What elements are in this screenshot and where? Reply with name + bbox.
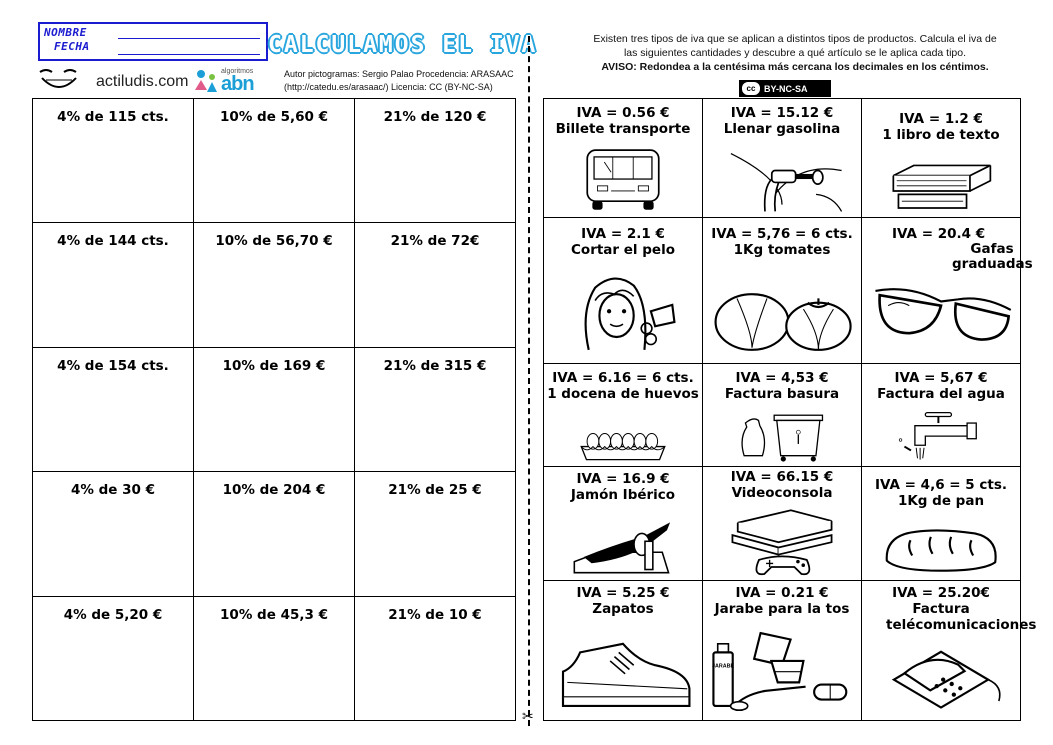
product-card[interactable] [544, 363, 703, 466]
iva-value: IVA = 5.25 € [576, 584, 670, 601]
iva-value: IVA = 4,53 € [735, 369, 829, 386]
exercise-cell[interactable]: 10% de 169 € [194, 347, 355, 471]
product-card[interactable] [544, 466, 703, 580]
instructions-line-2: las siguientes cantidades y descubre a qué artículo se le aplica cada tipo. [623, 47, 967, 59]
iva-value: IVA = 6.16 = 6 cts. [552, 369, 694, 386]
product-name: Gafas graduadas [952, 241, 1033, 273]
product-card[interactable] [703, 363, 862, 466]
fuel-nozzle-icon [707, 145, 857, 213]
product-card[interactable] [862, 363, 1021, 466]
iva-value: IVA = 0.21 € [735, 584, 829, 601]
nombre-label: NOMBRE [44, 26, 87, 39]
exercise-cell[interactable]: 4% de 5,20 € [33, 596, 194, 720]
syrup-icon [707, 627, 857, 716]
bus-icon [548, 145, 698, 213]
iva-value: IVA = 16.9 € [576, 470, 670, 487]
fecha-label: FECHA [54, 40, 90, 53]
product-card[interactable] [862, 580, 1037, 720]
aviso-text: AVISO: Redondea a la centésima más cercana los decimales en los céntimos. [601, 61, 989, 73]
product-card[interactable] [862, 218, 1033, 364]
game-console-icon [707, 505, 857, 576]
exercise-row [33, 596, 516, 720]
instructions-line-1: Existen tres tipos de iva que se aplican a distintos tipos de productos. Calcula el iva de [593, 33, 997, 45]
exercise-cell[interactable]: 10% de 56,70 € [194, 223, 355, 347]
product-row [544, 363, 1021, 466]
product-card[interactable] [703, 580, 862, 720]
arasaac-logo [193, 68, 273, 94]
iva-value: IVA = 15.12 € [730, 105, 834, 121]
product-row [544, 466, 1021, 580]
cut-line [528, 36, 530, 726]
exercise-cell[interactable]: 21% de 120 € [355, 99, 516, 223]
product-card[interactable] [862, 466, 1021, 580]
product-card[interactable] [703, 466, 862, 580]
iva-value: IVA = 5,76 = 6 cts. [711, 226, 853, 243]
credits-line-1: Autor pictogramas: Sergio Palao Procedencia: ARASAAC [284, 69, 514, 79]
exercise-cell[interactable]: 21% de 315 € [355, 347, 516, 471]
product-name: Zapatos [592, 600, 654, 617]
product-name: Cortar el pelo [571, 242, 675, 259]
cc-license-badge [739, 80, 831, 97]
exercise-row [33, 472, 516, 596]
product-name: Billete transporte [555, 121, 691, 137]
books-icon [866, 145, 1016, 213]
iva-value: IVA = 25.20€ [892, 584, 990, 601]
bread-icon [866, 525, 1016, 576]
water-tap-icon [866, 410, 1016, 462]
glasses-icon [866, 274, 1016, 359]
product-name: Videoconsola [731, 484, 833, 501]
tomatoes-icon [707, 264, 857, 359]
exercise-row [33, 99, 516, 223]
product-card[interactable] [703, 99, 862, 218]
fecha-field[interactable] [118, 54, 260, 55]
site-name: actiludis.com [96, 73, 189, 90]
product-row [544, 99, 1021, 218]
exercise-cell[interactable]: 21% de 72€ [355, 223, 516, 347]
license-text: BY-NC-SA [764, 83, 808, 94]
syrup-label: JARABE [712, 663, 735, 670]
product-name: Factura basura [724, 385, 840, 402]
product-name: Factura telécomunicaciones [886, 600, 1037, 633]
shoe-icon [548, 627, 698, 716]
iva-value: IVA = 0.56 € [576, 105, 670, 121]
haircut-icon [548, 264, 698, 359]
arasaac-mini: algoritmos [221, 68, 254, 75]
exercise-cell[interactable]: 10% de 204 € [194, 472, 355, 596]
arasaac-figure-icon [193, 68, 219, 94]
iva-value: IVA = 66.15 € [730, 468, 834, 485]
product-name: Llenar gasolina [723, 121, 841, 137]
iva-value: IVA = 2.1 € [581, 226, 665, 243]
credits [284, 68, 524, 94]
product-card[interactable] [544, 99, 703, 218]
exercise-cell[interactable]: 4% de 30 € [33, 472, 194, 596]
exercise-cell[interactable]: 21% de 25 € [355, 472, 516, 596]
credits-line-2: (http://catedu.es/arasaac/) Licencia: CC (BY-NC-SA) [284, 82, 493, 92]
page-title: CALCULAMOS EL IVA [268, 32, 538, 58]
instructions [560, 32, 1030, 74]
telephone-icon [866, 643, 1016, 716]
product-row [544, 580, 1021, 720]
product-name: Factura del agua [877, 385, 1005, 402]
eggs-icon [548, 410, 698, 462]
iva-value: IVA = 5,67 € [894, 369, 988, 386]
product-name: Jamón Ibérico [570, 486, 676, 503]
product-name: 1Kg de pan [897, 492, 985, 509]
trash-bin-icon [707, 410, 857, 462]
exercise-row [33, 223, 516, 347]
exercise-cell[interactable]: 21% de 10 € [355, 596, 516, 720]
exercise-row [33, 347, 516, 471]
scissors-icon: ✂ [522, 708, 534, 724]
product-card[interactable] [544, 218, 703, 364]
actiludis-logo-icon [36, 66, 82, 94]
ham-icon [548, 513, 698, 576]
product-grid [543, 98, 1037, 721]
product-row [544, 218, 1021, 364]
iva-value: IVA = 1.2 € [899, 111, 983, 127]
product-name: Jarabe para la tos [714, 600, 850, 617]
exercise-cell[interactable]: 10% de 45,3 € [194, 596, 355, 720]
nombre-field[interactable] [118, 38, 260, 39]
product-name: 1 libro de texto [882, 127, 1000, 143]
exercise-cell[interactable]: 4% de 115 cts. [33, 99, 194, 223]
product-card[interactable] [544, 580, 703, 720]
exercise-cell[interactable]: 4% de 144 cts. [33, 223, 194, 347]
exercise-cell[interactable]: 4% de 154 cts. [33, 347, 194, 471]
cc-icon: cc [741, 81, 761, 96]
exercise-cell[interactable]: 10% de 5,60 € [194, 99, 355, 223]
abn-text: abn [221, 73, 254, 95]
product-name: 1 docena de huevos [547, 385, 699, 402]
product-name: 1Kg tomates [733, 242, 831, 259]
product-card[interactable] [703, 218, 862, 364]
iva-value: IVA = 4,6 = 5 cts. [874, 476, 1008, 493]
name-date-box [38, 22, 268, 61]
product-card[interactable] [862, 99, 1021, 218]
exercise-grid [32, 98, 516, 721]
iva-value: IVA = 20.4 € [892, 226, 986, 243]
